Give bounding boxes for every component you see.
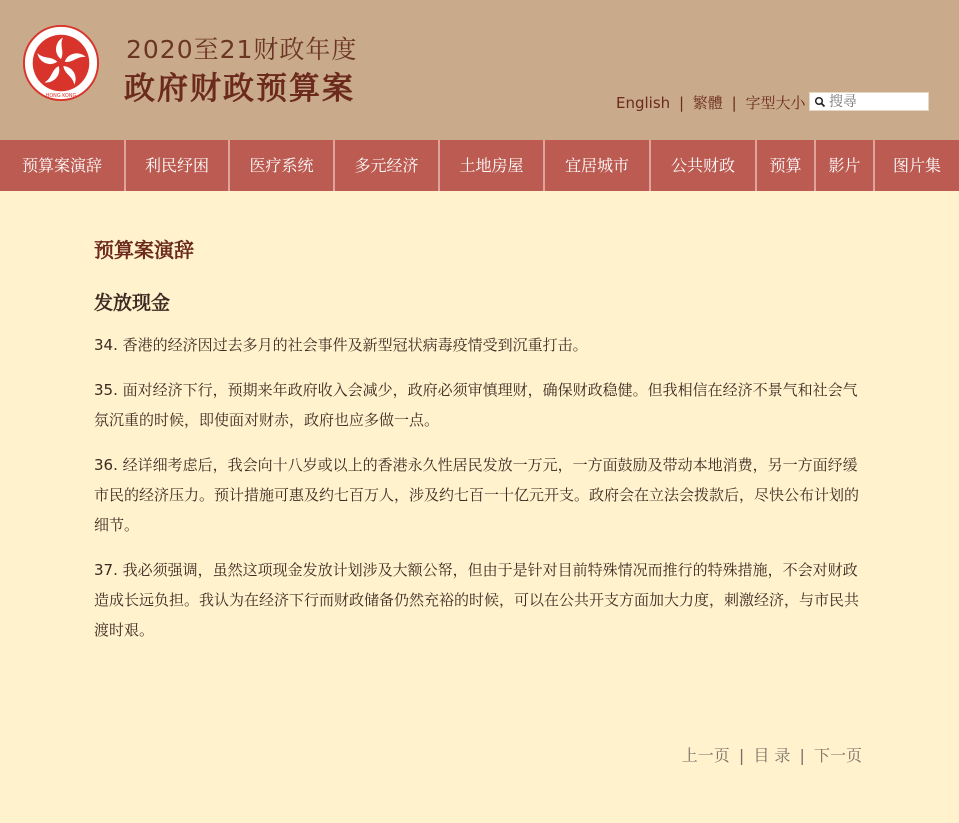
hong-kong-emblem-icon[interactable] <box>22 24 100 102</box>
main-content <box>94 232 864 660</box>
section-title: 预算案演辞 <box>94 238 194 262</box>
english-link[interactable]: English <box>616 94 671 112</box>
pager-separator: | <box>799 746 805 765</box>
next-page-link[interactable]: 下一页 <box>813 746 862 765</box>
svg-text:HONG KONG: HONG KONG <box>45 93 77 100</box>
budget-year-title: 2020至21财政年度 <box>126 35 358 64</box>
nav-item-land-housing[interactable]: 土地房屋 <box>440 140 545 191</box>
search-icon[interactable] <box>814 96 826 108</box>
font-size-link[interactable]: 字型大小 <box>745 94 806 112</box>
nav-item-public-finances[interactable]: 公共财政 <box>651 140 757 191</box>
traditional-chinese-link[interactable]: 繁體 <box>692 94 723 112</box>
sub-title: 发放现金 <box>94 292 171 314</box>
paragraph-34: 34. 香港的经济因过去多月的社会事件及新型冠状病毒疫情受到沉重打击。 <box>94 336 588 354</box>
nav-item-relief-measures[interactable]: 利民纾困 <box>126 140 230 191</box>
site-header <box>0 0 959 140</box>
search-box <box>809 92 929 111</box>
paragraph-35: 35. 面对经济下行，预期来年政府收入会减少，政府必须审慎理财，确保财政稳健。但我相信在经济不景气和社会气氛沉重的时候，即使面对财赤，政府也应多做一点。 <box>94 381 858 429</box>
link-separator: | <box>731 94 737 112</box>
nav-item-budget[interactable]: 预算 <box>757 140 816 191</box>
language-links <box>616 92 805 113</box>
search-input[interactable] <box>829 93 927 110</box>
nav-item-diversified-economy[interactable]: 多元经济 <box>335 140 440 191</box>
nav-item-liveable-city[interactable]: 宜居城市 <box>545 140 651 191</box>
paragraph-37: 37. 我必须强调，虽然这项现金发放计划涉及大额公帑，但由于是针对目前特殊情况而推行的特殊措施，不会对财政造成长远负担。我认为在经济下行而财政储备仍然充裕的时候，可以在公共开支方面加大力度，刺激经济，与市民共渡时艰。 <box>94 561 860 639</box>
budget-title: 政府财政预算案 <box>124 71 355 107</box>
main-nav <box>0 140 959 191</box>
prev-page-link[interactable]: 上一页 <box>681 746 730 765</box>
nav-item-healthcare[interactable]: 医疗系统 <box>230 140 335 191</box>
pagination <box>682 743 862 766</box>
nav-item-photo-gallery[interactable]: 图片集 <box>892 156 941 175</box>
pager-separator: | <box>738 746 745 765</box>
nav-item-budget-speech[interactable]: 预算案演辞 <box>0 140 126 191</box>
paragraph-36: 36. 经详细考虑后，我会向十八岁或以上的香港永久性居民发放一万元，一方面鼓励及带动本地消费，另一方面纾缓市民的经济压力。预计措施可惠及约七百万人，涉及约七百一十亿元开支。政府会在立法会拨款后，尽快公布计划的细节。 <box>94 456 860 534</box>
link-separator: | <box>678 94 685 112</box>
table-of-contents-link[interactable]: 目 录 <box>753 746 791 765</box>
nav-item-videos[interactable]: 影片 <box>816 140 875 191</box>
